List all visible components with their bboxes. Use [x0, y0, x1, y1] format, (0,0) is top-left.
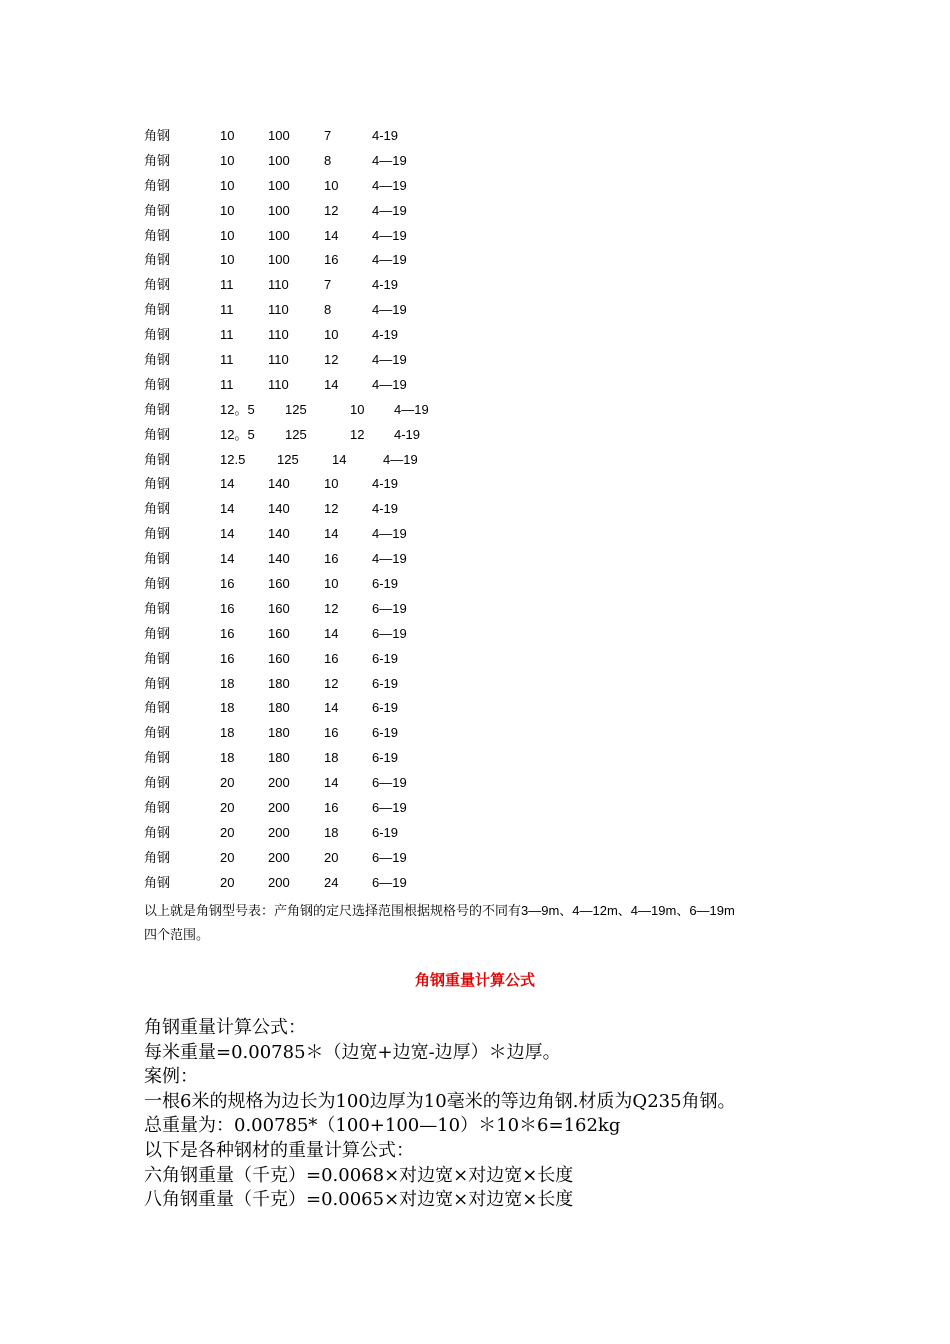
formula-line: 总重量为：0.00785*（100+100—10）＊10＊6=162kg	[144, 1115, 621, 1137]
cell-width: 110	[268, 352, 289, 368]
cell-name: 角钢	[144, 152, 171, 168]
table-row	[144, 798, 844, 823]
cell-size: 16	[220, 625, 235, 641]
cell-name: 角钢	[144, 352, 171, 368]
table-row	[144, 848, 844, 873]
cell-thickness: 10	[324, 177, 339, 193]
cell-size: 20	[220, 849, 235, 865]
cell-length-range: 6—19	[372, 600, 407, 616]
cell-name: 角钢	[144, 775, 171, 791]
cell-width: 100	[268, 152, 290, 168]
cell-thickness: 18	[324, 824, 339, 840]
cell-name: 角钢	[144, 824, 171, 840]
cell-length-range: 6-19	[372, 700, 399, 716]
cell-length-range: 4—19	[372, 352, 407, 368]
cell-width: 200	[268, 775, 290, 791]
cell-width: 110	[268, 376, 289, 392]
cell-length-range: 4-19	[372, 277, 399, 293]
table-row	[144, 723, 844, 748]
table-row	[144, 599, 844, 624]
cell-width: 125	[285, 401, 307, 417]
cell-length-range: 4—19	[372, 177, 407, 193]
section-heading: 角钢重量计算公式	[414, 972, 535, 989]
table-row	[144, 425, 844, 450]
cell-thickness: 12	[324, 600, 339, 616]
table-row	[144, 250, 844, 275]
cell-size: 20	[220, 775, 235, 791]
cell-width: 200	[268, 849, 290, 865]
cell-size: 12。5	[220, 401, 255, 417]
cell-size: 14	[220, 526, 235, 542]
formula-line: 角钢重量计算公式：	[144, 1017, 306, 1038]
table-row	[144, 400, 844, 425]
cell-thickness: 7	[324, 128, 332, 143]
table-row	[144, 649, 844, 674]
table-row	[144, 574, 844, 599]
cell-size: 10	[220, 252, 235, 268]
formula-line: 八角钢重量（千克）=0.0065×对边宽×对边宽×长度	[144, 1189, 574, 1211]
cell-length-range: 6—19	[372, 874, 407, 890]
cell-name: 角钢	[144, 451, 171, 467]
cell-thickness: 12	[324, 202, 339, 218]
cell-width: 100	[268, 177, 290, 193]
table-row	[144, 176, 844, 201]
cell-size: 20	[220, 824, 235, 840]
cell-thickness: 20	[324, 849, 339, 865]
table-row	[144, 151, 844, 176]
cell-width: 140	[268, 526, 290, 542]
cell-thickness: 12	[350, 426, 365, 442]
cell-name: 角钢	[144, 376, 171, 392]
formula-line: 一根6米的规格为边长为100边厚为10毫米的等边角钢.材质为Q235角钢。	[144, 1090, 736, 1112]
cell-thickness: 14	[324, 775, 339, 791]
cell-name: 角钢	[144, 625, 171, 641]
cell-size: 10	[220, 202, 235, 218]
cell-name: 角钢	[144, 650, 171, 666]
cell-width: 110	[268, 302, 289, 318]
cell-name: 角钢	[144, 501, 171, 517]
cell-width: 140	[268, 476, 290, 492]
cell-width: 180	[268, 750, 290, 766]
cell-length-range: 4-19	[372, 327, 399, 343]
cell-thickness: 24	[324, 874, 339, 890]
cell-width: 140	[268, 501, 290, 517]
cell-width: 140	[268, 551, 290, 567]
summary-line: 四个范围。	[144, 927, 210, 942]
formula-line: 每米重量=0.00785＊（边宽+边宽-边厚）＊边厚。	[144, 1041, 561, 1063]
cell-size: 10	[220, 152, 235, 168]
cell-length-range: 4—19	[372, 202, 407, 218]
formula-line: 以下是各种钢材的重量计算公式：	[144, 1139, 414, 1161]
cell-width: 100	[268, 252, 290, 268]
cell-width: 160	[268, 625, 290, 641]
cell-width: 200	[268, 824, 290, 840]
cell-thickness: 12	[324, 675, 339, 691]
cell-size: 11	[220, 376, 234, 392]
cell-length-range: 6-19	[372, 750, 399, 766]
table-row	[144, 275, 844, 300]
formula-line: 案例：	[144, 1066, 198, 1088]
cell-length-range: 4-19	[372, 128, 399, 143]
cell-size: 11	[220, 352, 234, 368]
cell-size: 12.5	[220, 451, 246, 467]
cell-name: 角钢	[144, 800, 171, 816]
cell-name: 角钢	[144, 849, 171, 865]
cell-size: 10	[220, 177, 235, 193]
cell-length-range: 4—19	[372, 551, 407, 567]
cell-width: 110	[268, 327, 289, 343]
table-row	[144, 823, 844, 848]
cell-name: 角钢	[144, 576, 171, 592]
cell-width: 200	[268, 800, 290, 816]
cell-thickness: 16	[324, 551, 339, 567]
table-row	[144, 474, 844, 499]
summary-paragraph	[144, 899, 824, 947]
cell-width: 125	[285, 426, 307, 442]
cell-thickness: 14	[324, 700, 339, 716]
cell-thickness: 16	[324, 252, 339, 268]
cell-width: 100	[268, 202, 290, 218]
cell-thickness: 12	[324, 352, 339, 368]
cell-size: 12。5	[220, 426, 255, 442]
summary-line: 以上就是角钢型号表：产角钢的定尺选择范围根据规格号的不同有3—9m、4—12m、4—19m、6—19m	[144, 903, 735, 918]
cell-size: 18	[220, 700, 235, 716]
cell-width: 125	[277, 451, 299, 467]
cell-width: 160	[268, 576, 290, 592]
cell-size: 16	[220, 576, 235, 592]
cell-size: 18	[220, 750, 235, 766]
cell-name: 角钢	[144, 327, 171, 343]
cell-size: 20	[220, 800, 235, 816]
cell-thickness: 10	[324, 576, 339, 592]
cell-thickness: 12	[324, 501, 339, 517]
cell-name: 角钢	[144, 177, 171, 193]
cell-width: 160	[268, 600, 290, 616]
cell-name: 角钢	[144, 526, 171, 542]
table-row	[144, 674, 844, 699]
cell-length-range: 4—19	[372, 227, 407, 243]
cell-thickness: 16	[324, 800, 339, 816]
cell-size: 14	[220, 501, 235, 517]
cell-length-range: 6-19	[372, 650, 399, 666]
cell-name: 角钢	[144, 700, 171, 716]
cell-length-range: 4-19	[394, 426, 421, 442]
table-row	[144, 375, 844, 400]
table-row	[144, 450, 844, 475]
cell-length-range: 4—19	[383, 451, 418, 467]
table-row	[144, 773, 844, 798]
cell-length-range: 6—19	[372, 625, 407, 641]
cell-thickness: 16	[324, 725, 339, 741]
cell-length-range: 4—19	[372, 252, 407, 268]
cell-length-range: 4—19	[394, 401, 429, 417]
angle-steel-spec-table	[144, 126, 844, 898]
cell-width: 100	[268, 227, 290, 243]
cell-width: 180	[268, 700, 290, 716]
cell-width: 180	[268, 725, 290, 741]
cell-thickness: 7	[324, 277, 332, 293]
cell-thickness: 14	[324, 227, 339, 243]
table-row	[144, 325, 844, 350]
table-row	[144, 499, 844, 524]
table-row	[144, 549, 844, 574]
cell-name: 角钢	[144, 725, 171, 741]
cell-width: 200	[268, 874, 290, 890]
cell-size: 16	[220, 650, 235, 666]
cell-length-range: 6-19	[372, 824, 399, 840]
table-row	[144, 300, 844, 325]
cell-length-range: 4—19	[372, 152, 407, 168]
cell-size: 11	[220, 302, 234, 318]
table-row	[144, 350, 844, 375]
table-row	[144, 624, 844, 649]
cell-name: 角钢	[144, 202, 171, 218]
cell-length-range: 6—19	[372, 800, 407, 816]
table-row	[144, 748, 844, 773]
cell-size: 14	[220, 476, 235, 492]
cell-width: 160	[268, 650, 290, 666]
cell-thickness: 10	[324, 327, 339, 343]
table-row	[144, 698, 844, 723]
cell-name: 角钢	[144, 401, 171, 417]
cell-name: 角钢	[144, 600, 171, 616]
cell-width: 180	[268, 675, 290, 691]
cell-name: 角钢	[144, 874, 171, 890]
table-row	[144, 524, 844, 549]
cell-length-range: 4-19	[372, 501, 399, 517]
formula-section	[144, 1016, 844, 1213]
cell-name: 角钢	[144, 476, 171, 492]
cell-thickness: 14	[324, 526, 339, 542]
cell-size: 10	[220, 128, 235, 143]
cell-thickness: 16	[324, 650, 339, 666]
cell-length-range: 6—19	[372, 775, 407, 791]
cell-thickness: 10	[350, 401, 365, 417]
cell-size: 11	[220, 327, 234, 343]
cell-length-range: 4-19	[372, 476, 399, 492]
table-row	[144, 873, 844, 898]
cell-thickness: 8	[324, 302, 332, 318]
cell-thickness: 10	[324, 476, 339, 492]
cell-size: 10	[220, 227, 235, 243]
cell-name: 角钢	[144, 252, 171, 268]
cell-thickness: 18	[324, 750, 339, 766]
cell-width: 100	[268, 128, 290, 143]
cell-name: 角钢	[144, 750, 171, 766]
cell-size: 18	[220, 675, 235, 691]
cell-name: 角钢	[144, 675, 171, 691]
cell-size: 20	[220, 874, 235, 890]
cell-length-range: 4—19	[372, 526, 407, 542]
cell-size: 11	[220, 277, 234, 293]
cell-length-range: 6-19	[372, 725, 399, 741]
cell-size: 16	[220, 600, 235, 616]
cell-size: 14	[220, 551, 235, 567]
cell-name: 角钢	[144, 277, 171, 293]
cell-name: 角钢	[144, 227, 171, 243]
table-row	[144, 126, 844, 151]
cell-name: 角钢	[144, 302, 171, 318]
cell-thickness: 14	[332, 451, 347, 467]
cell-length-range: 6—19	[372, 849, 407, 865]
cell-size: 18	[220, 725, 235, 741]
cell-length-range: 6-19	[372, 675, 399, 691]
cell-thickness: 14	[324, 625, 339, 641]
cell-length-range: 6-19	[372, 576, 399, 592]
cell-thickness: 14	[324, 376, 339, 392]
cell-length-range: 4—19	[372, 302, 407, 318]
cell-thickness: 8	[324, 152, 332, 168]
table-row	[144, 201, 844, 226]
cell-length-range: 4—19	[372, 376, 407, 392]
formula-line: 六角钢重量（千克）=0.0068×对边宽×对边宽×长度	[144, 1164, 574, 1186]
cell-name: 角钢	[144, 426, 171, 442]
cell-width: 110	[268, 277, 289, 293]
cell-name: 角钢	[144, 551, 171, 567]
cell-name: 角钢	[144, 128, 171, 143]
table-row	[144, 226, 844, 251]
